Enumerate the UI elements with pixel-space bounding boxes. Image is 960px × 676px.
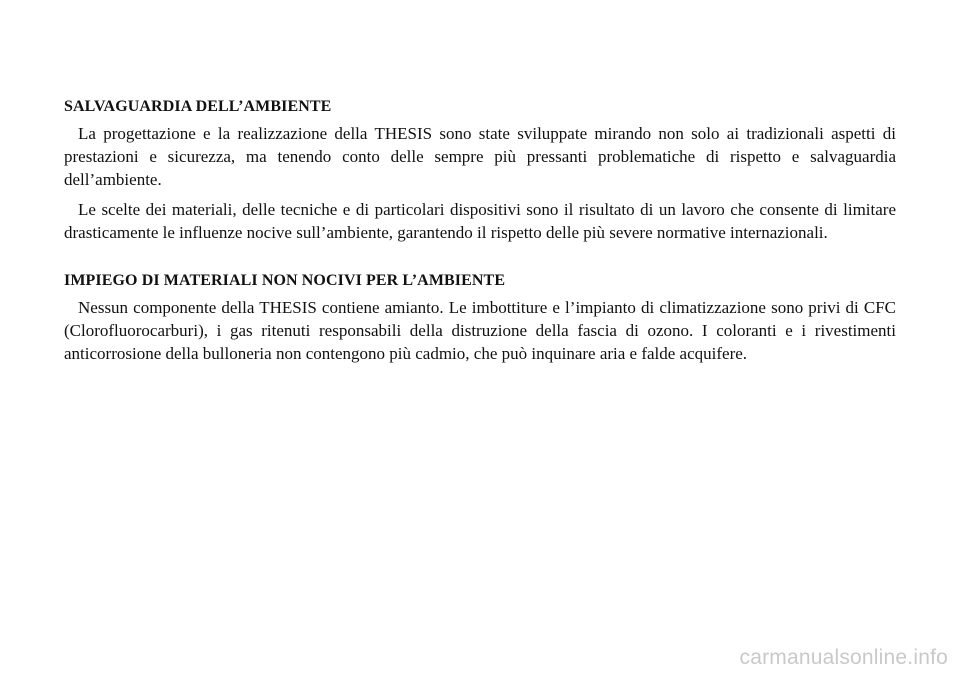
paragraph: La progettazione e la realizzazione della THESIS sono state sviluppate mirando non solo ai tradizionali aspetti di prestazioni e sicurezza, ma tenendo conto delle sempre più pressanti problematiche di rispetto e salvaguardia dell’ambiente. (64, 124, 896, 189)
section-heading: SALVAGUARDIA DELL’AMBIENTE (64, 98, 332, 115)
site-watermark: carmanualsonline.info (739, 646, 948, 669)
page-content (64, 96, 896, 372)
section-environment-protection (64, 96, 896, 244)
paragraph: Le scelte dei materiali, delle tecniche e di particolari dispositivi sono il risultato di un lavoro che consente di limitare drasticamente le influenze nocive sull’ambiente, garantendo il rispetto delle più severe normative internazionali. (64, 200, 896, 242)
section-heading: IMPIEGO DI MATERIALI NON NOCIVI PER L’AMBIENTE (64, 272, 506, 289)
section-non-harmful-materials (64, 270, 896, 365)
paragraph: Nessun componente della THESIS contiene amianto. Le imbottiture e l’impianto di climatizzazione sono privi di CFC (Clorofluorocarburi), i gas ritenuti responsabili della distruzione della fascia di ozono. I coloranti e i rivestimenti anticorrosione della bulloneria non contengono più cadmio, che può inquinare aria e falde acquifere. (64, 298, 896, 363)
